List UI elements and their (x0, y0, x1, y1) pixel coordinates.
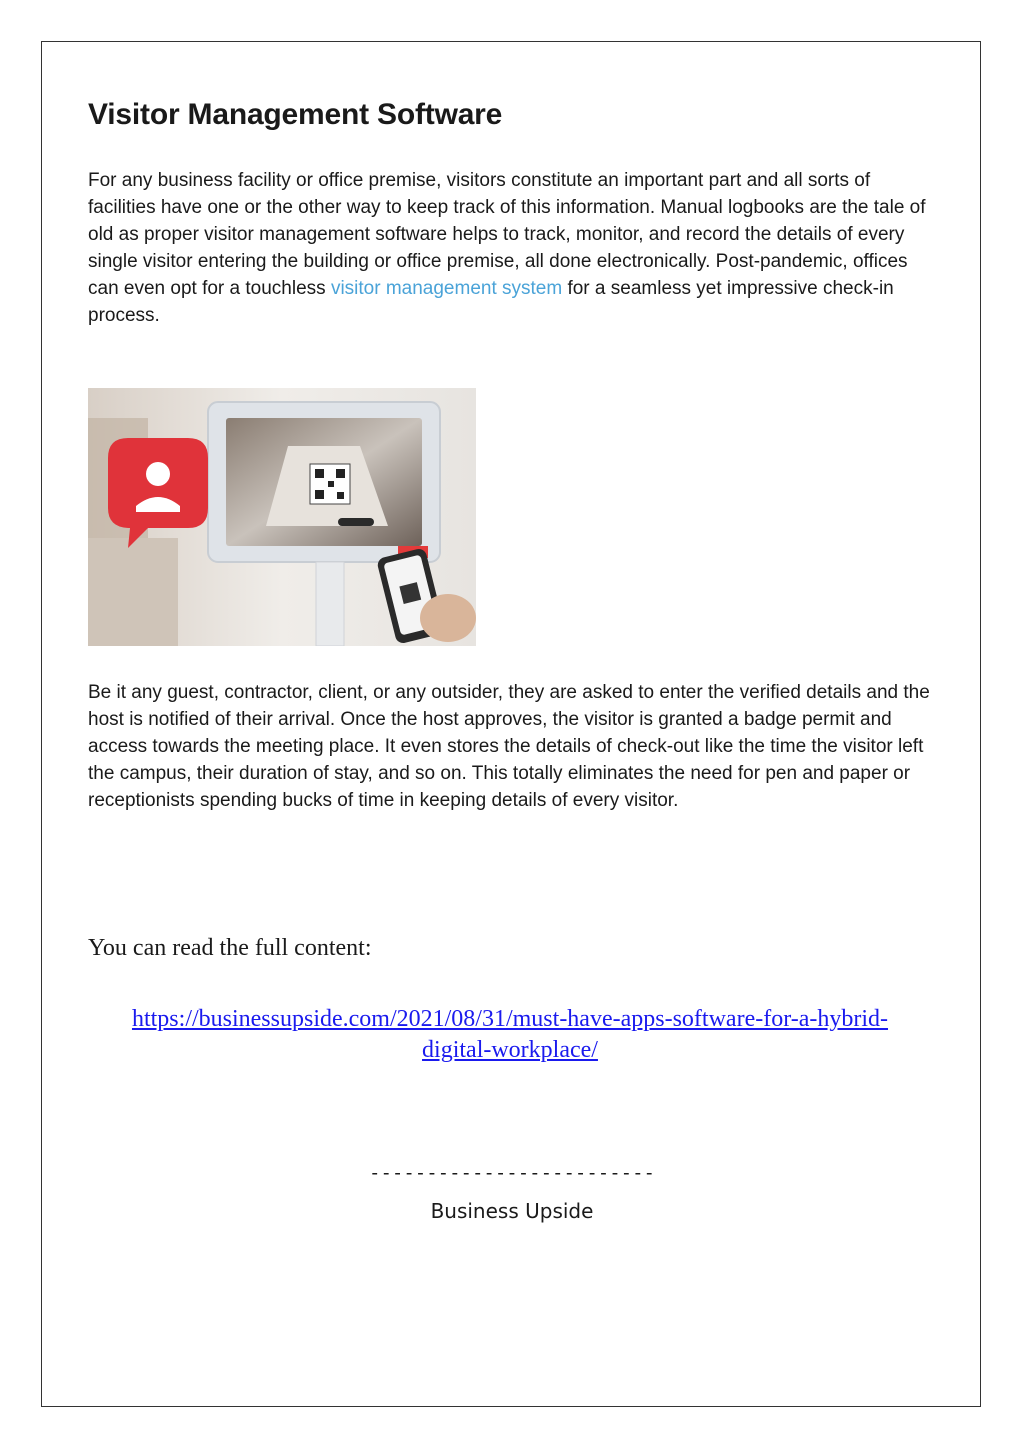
intro-text-start: For any business facility or office premise, visitors constitute an important part and all sorts of facilities have one or the other way to keep track of this information. Manual logbooks are the tale of old as proper visitor management software helps to track, monitor, and record the details of every single visitor entering the building or office premise, all done electronically. Post-pandemic, offices can even opt for a touchless (88, 170, 926, 299)
intro-text-end: for a seamless yet impressive check-in process. (88, 278, 894, 326)
process-paragraph: Be it any guest, contractor, client, or any outsider, they are asked to enter the verified details and the host is notified of their arrival. Once the host approves, the visitor is granted a badge permit and access towards the meeting place. It even stores the details of check-out like the time the visitor left the campus, their duration of stay, and so on. This totally eliminates the need for pen and paper or receptionists spending bucks of time in keeping details of every visitor. (88, 682, 930, 811)
article-url-link[interactable]: https://businessupside.com/2021/08/31/must-have-apps-software-for-a-hybrid-digital-workplace/ (131, 1006, 889, 1063)
page-title: Visitor Management Software (88, 98, 503, 131)
intro-paragraph (88, 167, 938, 329)
kiosk-photo (88, 388, 476, 646)
footer-brand: Business Upside (430, 1199, 594, 1223)
divider: ------------------------- (369, 1162, 655, 1184)
visitor-management-system-link[interactable]: visitor management system (330, 278, 563, 299)
read-more-label: You can read the full content: (88, 935, 372, 961)
